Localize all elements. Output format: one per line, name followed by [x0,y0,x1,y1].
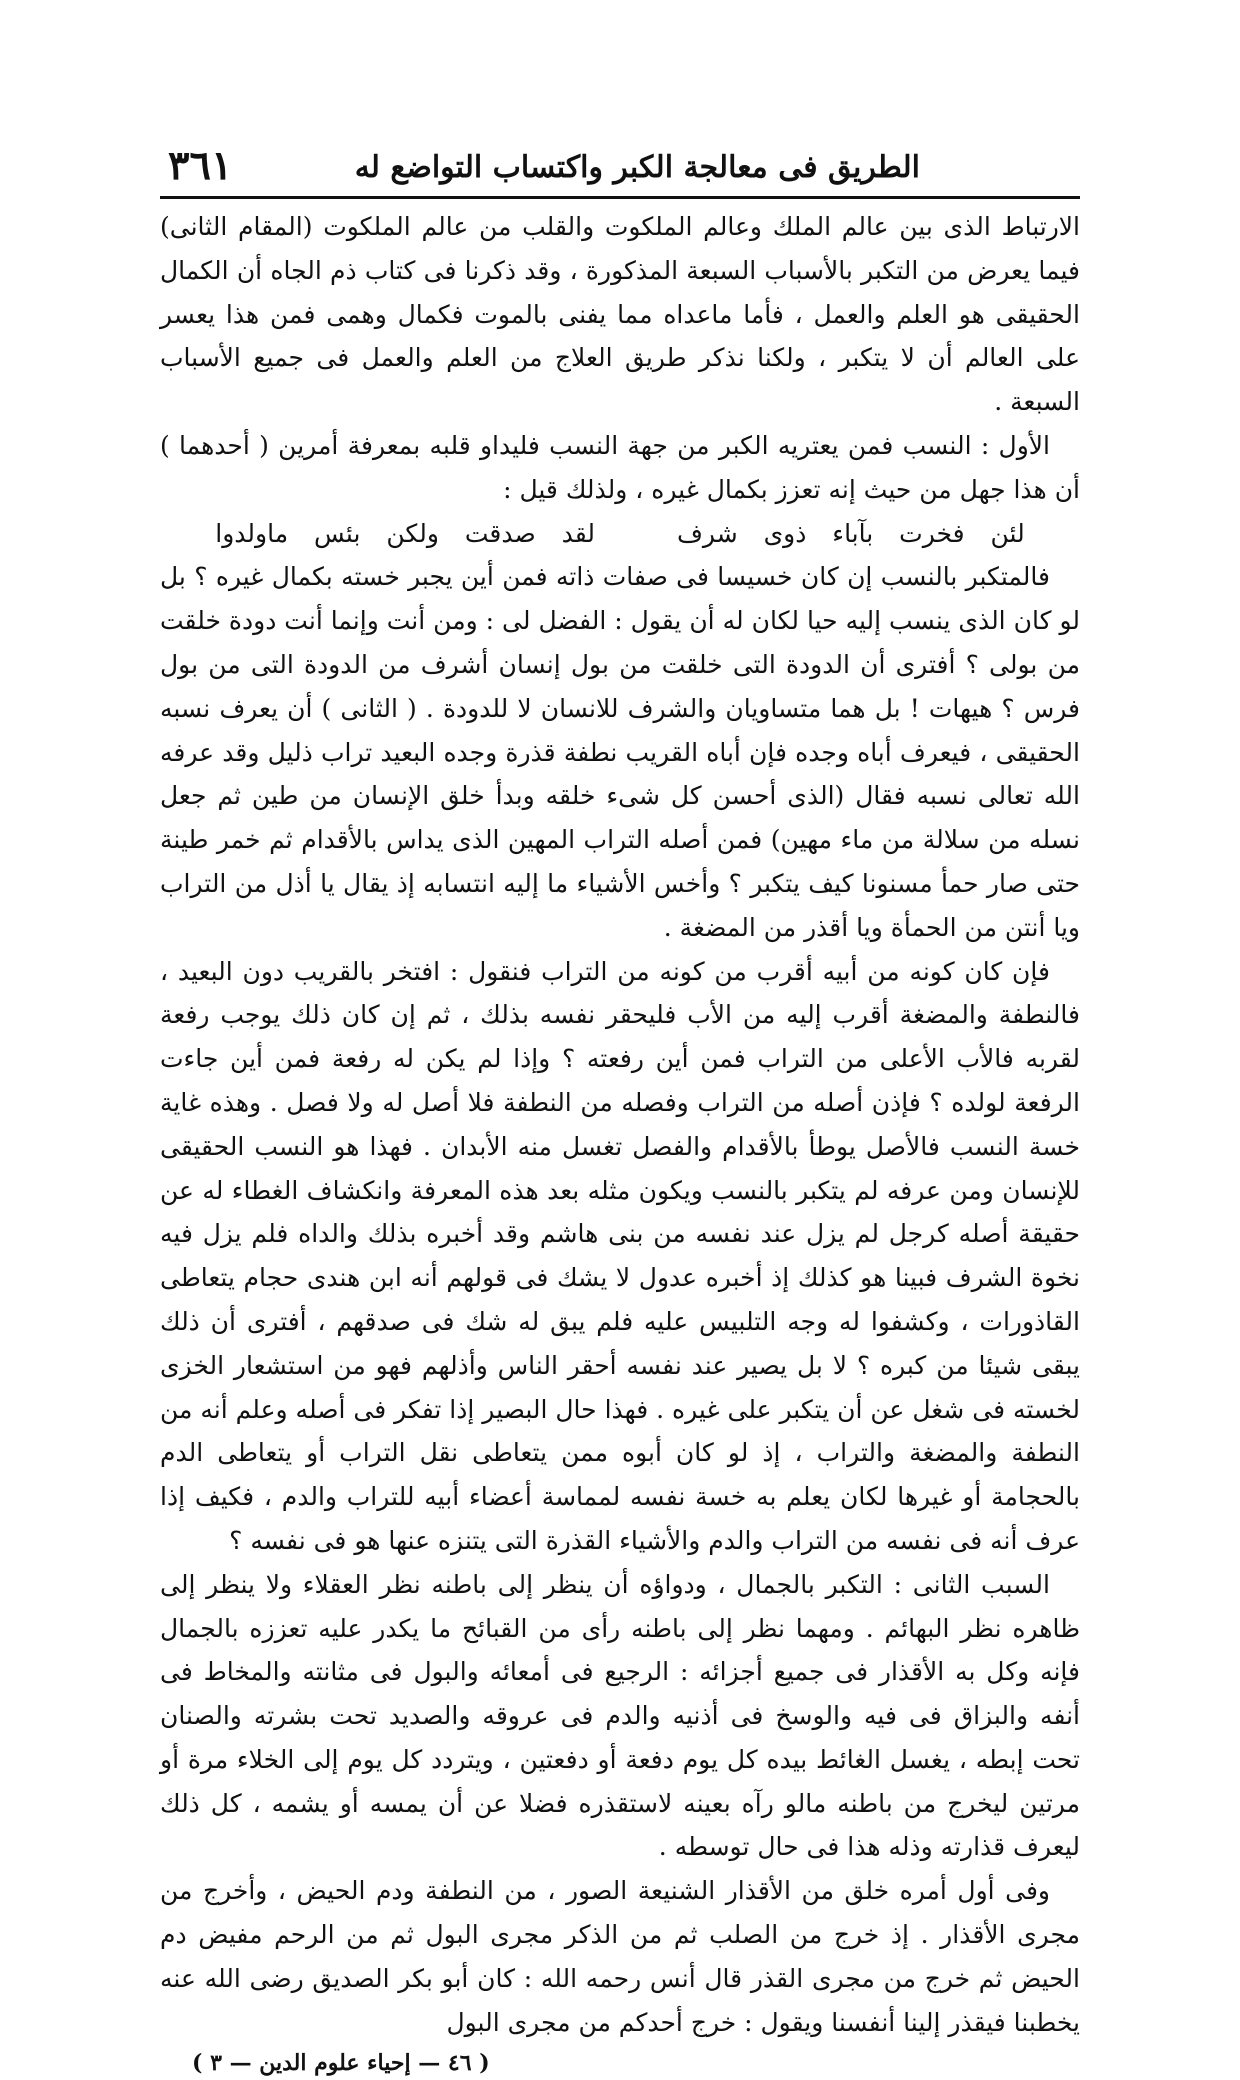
book-page [160,140,1080,2080]
page-number: ٣٦١ [168,142,233,189]
verse-second-hemistich: لقد صدقت ولكن بئس ماولدوا [215,518,596,548]
verse-first-hemistich: لئن فخرت بآباء ذوى شرف [676,518,1025,548]
paragraph: فإن كان كونه من أبيه أقرب من كونه من التراب فنقول : افتخر بالقريب دون البعيد ، فالنطفة والمضغة أقرب إليه من الأب فليحقر نفسه بذلك ، ثم إن كان ذلك يوجب رفعة لقربه فالأب الأعلى من التراب فمن أين رفعته ؟ وإذا لم يكن له رفعة فمن أين جاءت الرفعة لولده ؟ فإذن أصله من التراب وفصله من النطفة فلا أصل له ولا فصل . وهذه غاية خسة النسب فالأصل يوطأ بالأقدام والفصل تغسل منه الأبدان . فهذا هو النسب الحقيقى للإنسان ومن عرفه لم يتكبر بالنسب ويكون مثله بعد هذه المعرفة وانكشاف الغطاء له عن حقيقة أصله كرجل لم يزل عند نفسه من بنى هاشم وقد أخبره بذلك والداه فلم يزل فيه نخوة الشرف فبينا هو كذلك إذ أخبره عدول لا يشك فى قولهم أنه ابن هندى حجام يتعاطى القاذورات ، وكشفوا له وجه التلبيس عليه فلم يبق له شك فى صدقهم ، أفترى أن ذلك يبقى شيئا من كبره ؟ لا بل يصير عند نفسه أحقر الناس وأذلهم فهو من استشعار الخزى لخسته فى شغل عن أن يتكبر على غيره . فهذا حال البصير إذا تفكر فى أصله وعلم أنه من النطفة والمضغة والتراب ، إذ لو كان أبوه ممن يتعاطى نقل التراب أو يتعاطى الدم بالحجامة أو غيرها لكان يعلم به خسة نفسه لمماسة أعضاء أبيه للتراب والدم ، فكيف إذا عرف أنه فى نفسه من التراب والدم والأشياء القذرة التى يتنزه عنها هو فى نفسه ؟ [160,956,1080,1555]
paragraph: الارتباط الذى بين عالم الملك وعالم الملكوت والقلب من عالم الملكوت (المقام الثانى) فيما يعرض من التكبر بالأسباب السبعة المذكورة ، وقد ذكرنا فى كتاب ذم الجاه أن الكمال الحقيقى هو العلم والعمل ، فأما ماعداه مما يفنى بالموت فكمال وهمى فمن هذا يعسر على العالم أن لا يتكبر ، ولكنا نذكر طريق العلاج من العلم والعمل فى جميع الأسباب السبعة . [160,212,1080,417]
paragraph: فالمتكبر بالنسب إن كان خسيسا فى صفات ذاته فمن أين يجبر خسته بكمال غيره ؟ بل لو كان الذى ينسب إليه حيا لكان له أن يقول : الفضل لى : ومن أنت وإنما أنت دودة خلقت من بولى ؟ أفترى أن الدودة التى خلقت من بول إنسان أشرف من الدودة التى من بول فرس ؟ هيهات ! بل هما متساويان والشرف للانسان لا للدودة . ( الثانى ) أن يعرف نسبه الحقيقى ، فيعرف أباه وجده فإن أباه القريب نطفة قذرة وجده البعيد تراب ذليل وقد عرفه الله تعالى نسبه فقال (الذى أحسن كل شىء خلقه وبدأ خلق الإنسان من طين ثم جعل نسله من سلالة من ماء مهين) فمن أصله التراب المهين الذى يداس بالأقدام ثم خمر طينة حتى صار حمأ مسنونا كيف يتكبر ؟ وأخس الأشياء ما إليه انتسابه إذ يقال يا أذل من التراب ويا أنتن من الحمأة ويا أقذر من المضغة . [160,562,1080,942]
paragraph: وفى أول أمره خلق من الأقذار الشنيعة الصور ، من النطفة ودم الحيض ، وأخرج من مجرى الأقذار . إذ خرج من الصلب ثم من الذكر مجرى البول ثم من الرحم مفيض دم الحيض ثم خرج من مجرى القذر قال أنس رحمه الله : كان أبو بكر الصديق رضى الله عنه يخطبنا فيقذر إلينا أنفسنا ويقول : خرج أحدكم من مجرى البول [160,1876,1080,2037]
page-footer-signature: ( ٤٦ — إحياء علوم الدين — ٣ ) [192,2050,490,2077]
paragraph: السبب الثانى : التكبر بالجمال ، ودواؤه أن ينظر إلى باطنه نظر العقلاء ولا ينظر إلى ظاهره نظر البهائم . ومهما نظر إلى باطنه رأى من القبائح ما يكدر عليه تعززه بالجمال فإنه وكل به الأقذار فى جميع أجزائه : الرجيع فى أمعائه والبول فى مثانته والمخاط فى أنفه والبزاق فى فيه والوسخ فى أذنيه والدم فى عروقه والصديد تحت بشرته والصنان تحت إبطه ، يغسل الغائط بيده كل يوم دفعة أو دفعتين ، ويتردد كل يوم إلى الخلاء مرة أو مرتين ليخرج من باطنه مالو رآه بعينه لاستقذره فضلا عن أن يمسه أو يشمه ، كل ذلك ليعرف قذارته وذله هذا فى حال توسطه . [160,1569,1080,1862]
running-title: الطريق فى معالجة الكبر واكتساب التواضع له [354,150,920,185]
verse-line [160,512,1080,556]
page-body [160,205,1080,2044]
page-header [160,140,1080,199]
paragraph: الأول : النسب فمن يعتريه الكبر من جهة النسب فليداو قلبه بمعرفة أمرين ( أحدهما ) أن هذا جهل من حيث إنه تعزز بكمال غيره ، ولذلك قيل : [160,430,1080,504]
